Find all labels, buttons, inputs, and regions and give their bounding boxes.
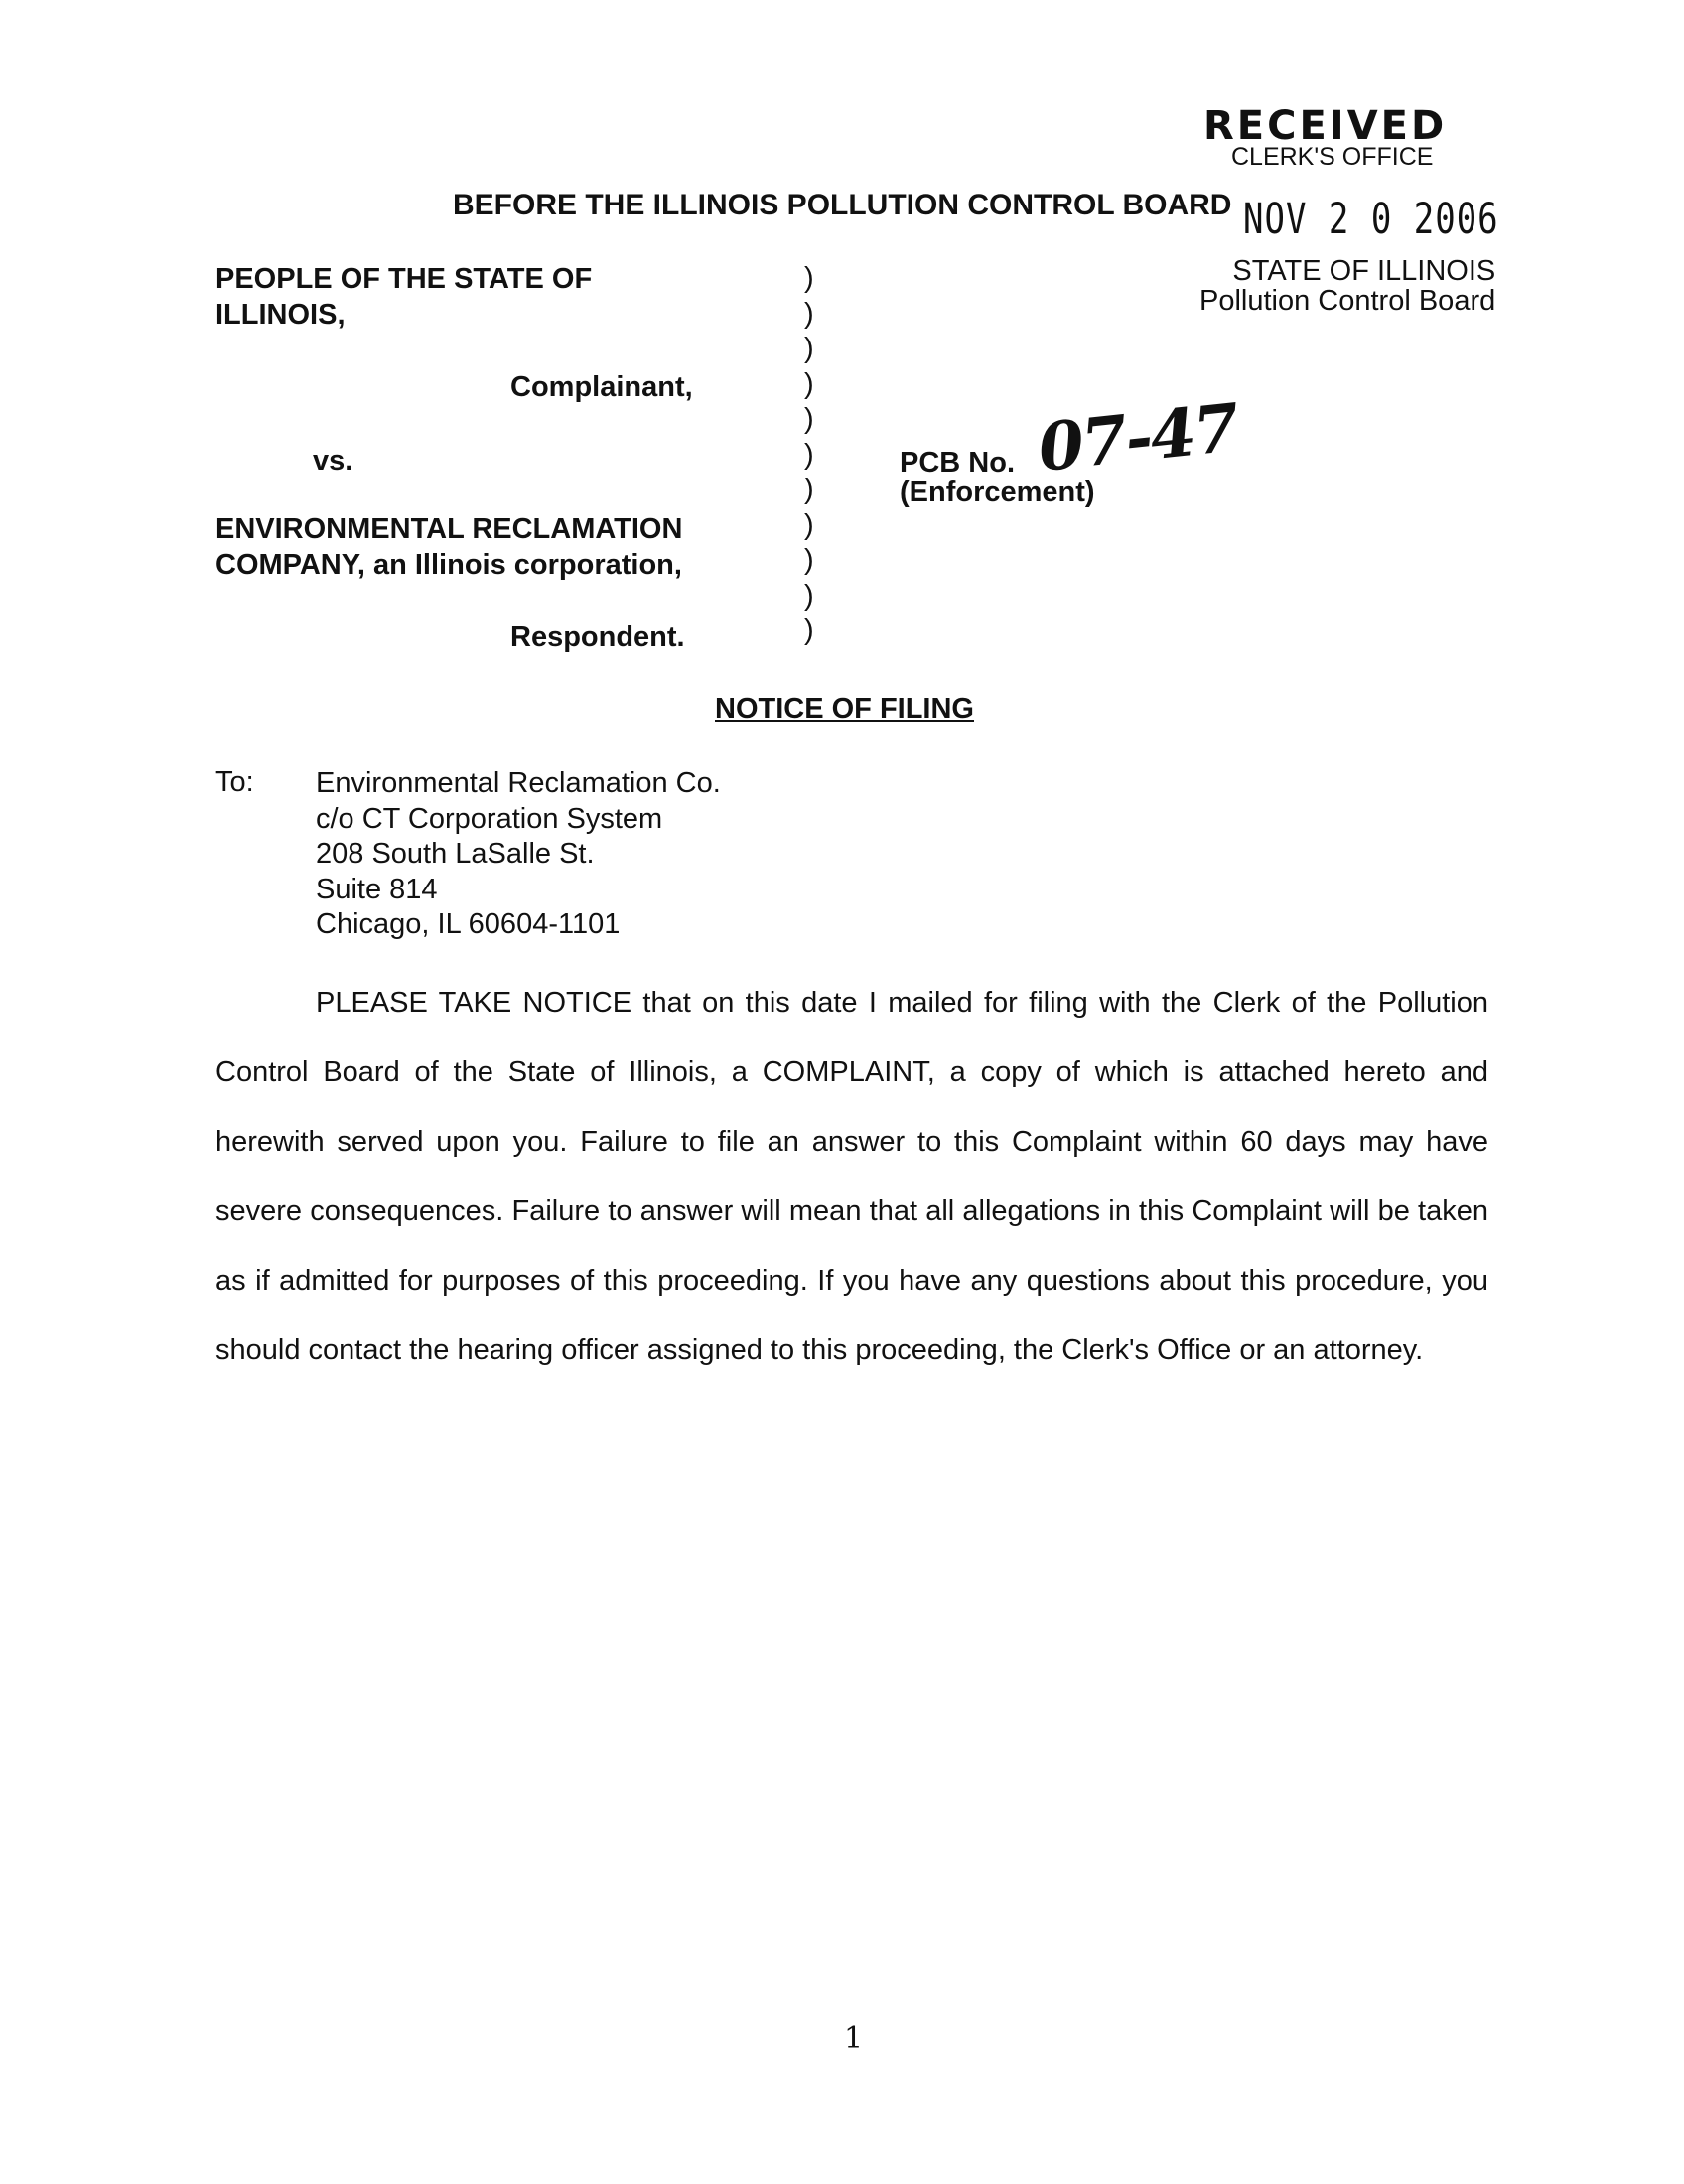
paren: ) [804,262,814,294]
address-line: Suite 814 [316,873,438,905]
respondent-role: Respondent. [510,621,685,653]
case-type: (Enforcement) [900,477,1095,508]
respondent-name-line1: ENVIRONMENTAL RECLAMATION [215,513,683,545]
page-number: 1 [844,2021,864,2056]
stamp-date: NOV 2 0 2006 [1243,195,1499,244]
to-label: To: [215,766,254,798]
notice-title: NOTICE OF FILING [715,693,974,725]
board-title: BEFORE THE ILLINOIS POLLUTION CONTROL BOARD [453,189,1232,221]
complainant-name-line1: PEOPLE OF THE STATE OF [215,263,593,295]
complainant-name-line2: ILLINOIS, [215,299,346,331]
pcb-number-handwritten: 07-47 [1034,388,1241,486]
address-line: 208 South LaSalle St. [316,838,595,870]
complainant-role: Complainant, [510,371,693,403]
paren: ) [804,367,814,400]
received-stamp: RECEIVED [1203,103,1448,149]
paren: ) [804,438,814,471]
clerks-office-label: CLERK'S OFFICE [1231,143,1434,171]
paren: ) [804,579,814,612]
paren: ) [804,403,814,435]
respondent-name-line2: COMPANY, an Illinois corporation, [215,549,682,581]
paren: ) [804,474,814,505]
notice-body: PLEASE TAKE NOTICE that on this date I mailed for filing with the Clerk of the Pollution Control Board of the State of Illinois, a COMPLAINT, a copy of which is attached hereto and herewith served upon you. Failure to file an answer to this Complaint within 60 days may have severe consequences. Failure to answer will mean that all allegations in this Complaint will be taken as if admitted for purposes of this proceeding. If you have any questions about this procedure, you should contact the hearing officer assigned to this proceeding, the Clerk's Office or an attorney. [215,987,1488,1366]
address-line: c/o CT Corporation System [316,802,663,835]
paren: ) [804,297,814,330]
paren: ) [804,333,814,364]
paren: ) [804,544,814,576]
stamp-board: Pollution Control Board [1199,285,1496,317]
complainant-name [215,261,592,333]
versus-label: vs. [313,445,353,477]
recipient-address [316,766,721,943]
address-line: Environmental Reclamation Co. [316,767,721,799]
address-line: Chicago, IL 60604-1101 [316,908,621,940]
paren: ) [804,614,814,646]
respondent-name [215,511,682,583]
caption-paren-column [804,261,824,649]
pcb-number-label: PCB No. [900,447,1015,478]
stamp-state-block [1199,255,1496,317]
stamp-state: STATE OF ILLINOIS [1232,255,1496,287]
paren: ) [804,508,814,541]
